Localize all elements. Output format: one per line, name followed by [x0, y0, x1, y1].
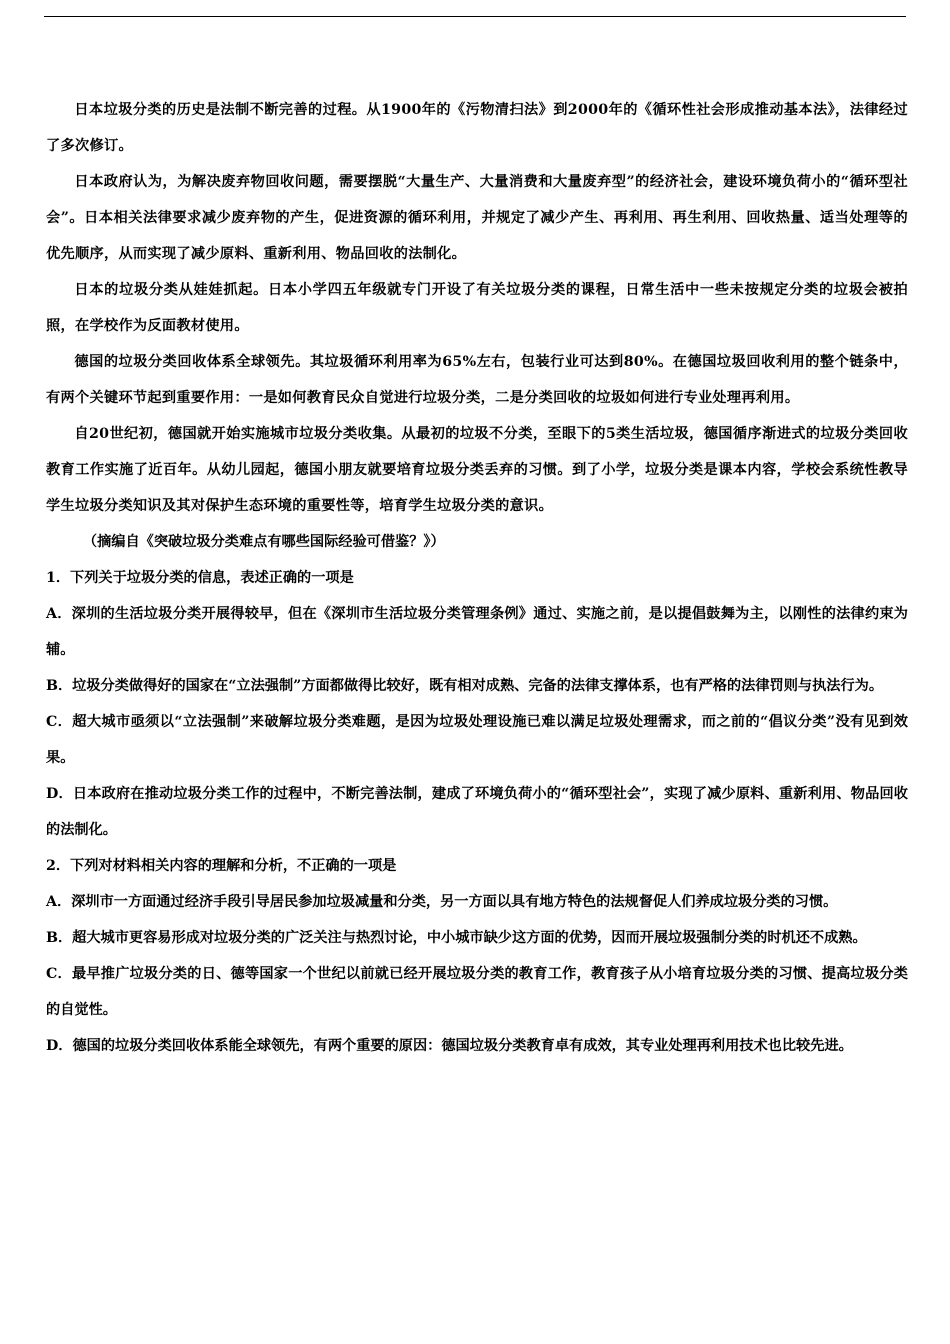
option-c: C．最早推广垃圾分类的日、德等国家一个世纪以前就已经开展垃圾分类的教育工作，教育孩子从小培育垃圾分类的习惯、提高垃圾分类的自觉性。 — [46, 966, 908, 1018]
question-stem: 1．下列关于垃圾分类的信息，表述正确的一项是 — [46, 570, 354, 586]
source-citation: （摘编自《突破垃圾分类难点有哪些国际经验可借鉴？》） — [82, 534, 445, 550]
option-a: A．深圳的生活垃圾分类开展得较早，但在《深圳市生活垃圾分类管理条例》通过、实施之前，是以提倡鼓舞为主，以刚性的法律约束为辅。 — [46, 606, 908, 658]
option-d: D．德国的垃圾分类回收体系能全球领先，有两个重要的原因：德国垃圾分类教育卓有成效，其专业处理再利用技术也比较先进。 — [46, 1038, 853, 1054]
question-1 — [46, 560, 908, 848]
option-a: A．深圳市一方面通过经济手段引导居民参加垃圾减量和分类，另一方面以具有地方特色的法规督促人们养成垃圾分类的习惯。 — [46, 894, 838, 910]
option-b: B．垃圾分类做得好的国家在“立法强制”方面都做得比较好，既有相对成熟、完备的法律支撑体系，也有严格的法律罚则与执法行为。 — [46, 678, 884, 694]
passage-paragraph: 德国的垃圾分类回收体系全球领先。其垃圾循环利用率为65%左右，包装行业可达到80%。在德国垃圾回收利用的整个链条中，有两个关键环节起到重要作用：一是如何教育民众自觉进行垃圾分类，二是分类回收的垃圾如何进行专业处理再利用。 — [46, 354, 908, 406]
option-b: B．超大城市更容易形成对垃圾分类的广泛关注与热烈讨论，中小城市缺少这方面的优势，因而开展垃圾强制分类的时机还不成熟。 — [46, 930, 867, 946]
reading-passage — [46, 92, 908, 524]
question-stem: 2．下列对材料相关内容的理解和分析，不正确的一项是 — [46, 858, 397, 874]
document-body — [46, 92, 908, 1064]
option-d: D．日本政府在推动垃圾分类工作的过程中，不断完善法制，建成了环境负荷小的“循环型社会”，实现了减少原料、重新利用、物品回收的法制化。 — [46, 786, 908, 838]
passage-paragraph: 日本垃圾分类的历史是法制不断完善的过程。从1900年的《污物清扫法》到2000年的《循环性社会形成推动基本法》，法律经过了多次修订。 — [46, 102, 908, 154]
passage-paragraph: 自20世纪初，德国就开始实施城市垃圾分类收集。从最初的垃圾不分类，至眼下的5类生活垃圾，德国循序渐进式的垃圾分类回收教育工作实施了近百年。从幼儿园起，德国小朋友就要培育垃圾分类丢弃的习惯。到了小学，垃圾分类是课本内容，学校会系统性教导学生垃圾分类知识及其对保护生态环境的重要性等，培育学生垃圾分类的意识。 — [46, 426, 908, 514]
question-2 — [46, 848, 908, 1064]
passage-paragraph: 日本政府认为，为解决废弃物回收问题，需要摆脱“大量生产、大量消费和大量废弃型”的经济社会，建设环境负荷小的“循环型社会”。日本相关法律要求减少废弃物的产生，促进资源的循环利用，并规定了减少产生、再利用、再生利用、回收热量、适当处理等的优先顺序，从而实现了减少原料、重新利用、物品回收的法制化。 — [46, 174, 908, 262]
passage-paragraph: 日本的垃圾分类从娃娃抓起。日本小学四五年级就专门开设了有关垃圾分类的课程，日常生活中一些未按规定分类的垃圾会被拍照，在学校作为反面教材使用。 — [46, 282, 908, 334]
option-c: C．超大城市亟须以“立法强制”来破解垃圾分类难题，是因为垃圾处理设施已难以满足垃圾处理需求，而之前的“倡议分类”没有见到效果。 — [46, 714, 908, 766]
header-rule — [44, 16, 906, 17]
